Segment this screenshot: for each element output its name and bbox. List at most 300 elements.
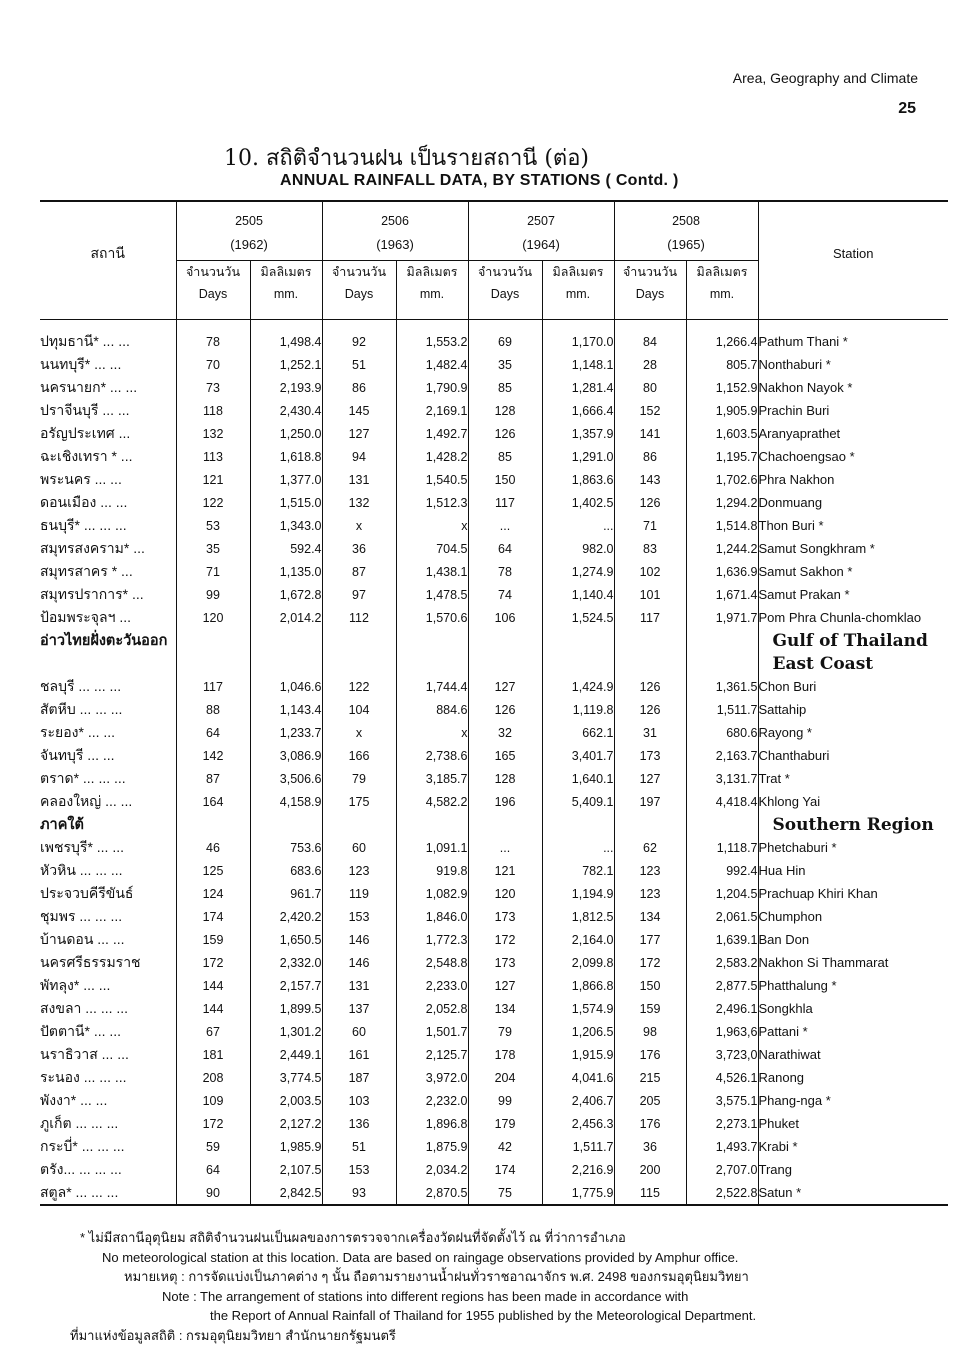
station-name-thai: ปัตตานี* ... ... (40, 1022, 122, 1039)
rain-days-cell: 51 (322, 353, 396, 376)
table-row (40, 1181, 948, 1205)
rain-mm-cell: x (396, 514, 468, 537)
rain-days-cell: 86 (322, 376, 396, 399)
station-name-thai: สตูล* ... ... ... (40, 1181, 176, 1205)
station-name-english: Narathiwat (758, 1043, 948, 1066)
mm-thai-header: มิลลิเมตร (542, 261, 614, 284)
mm-english-header: mm. (250, 283, 322, 305)
rain-days-cell: 153 (322, 1158, 396, 1181)
rain-days-cell: 119 (322, 882, 396, 905)
footnote-english: No meteorological station at this location. Data are based on raingage observations provided by Amphur office. (102, 1249, 739, 1265)
table-row (40, 744, 948, 767)
rain-mm-cell: 1,250.0 (250, 422, 322, 445)
rain-mm-cell: 1,294.2 (686, 491, 758, 514)
rain-days-cell: 64 (176, 721, 250, 744)
rain-mm-cell: 3,575.1 (686, 1089, 758, 1112)
station-name-thai: สัตหีบ ... ... ... (40, 700, 123, 717)
rain-mm-cell: 1,636.9 (686, 560, 758, 583)
station-name-thai: บ้านดอน ... ... (40, 930, 125, 947)
station-name-thai: พัทลุง* ... ... (40, 976, 111, 993)
page-title-thai: 10. สถิติจำนวนฝน เป็นรายสถานี (ต่อ) (224, 146, 589, 171)
table-row (40, 376, 948, 399)
rain-days-cell: 28 (614, 353, 686, 376)
rain-mm-cell: 1,498.4 (250, 330, 322, 353)
days-english-header: Days (468, 283, 542, 305)
rain-days-cell: 128 (468, 767, 542, 790)
rain-days-cell: 94 (322, 445, 396, 468)
rain-mm-cell: 1,866.8 (542, 974, 614, 997)
rain-mm-cell: 1,512.3 (396, 491, 468, 514)
rain-days-cell: 146 (322, 951, 396, 974)
station-name-thai: กระบี่* ... ... ... (40, 1137, 125, 1154)
table-row (40, 445, 948, 468)
rain-days-cell: 71 (176, 560, 250, 583)
rain-days-cell: 179 (468, 1112, 542, 1135)
station-name-thai: สมุทรสาคร * ... (40, 562, 133, 579)
rain-days-cell: 42 (468, 1135, 542, 1158)
table-body (40, 330, 948, 1205)
year-be-header: 2505 (176, 201, 322, 228)
rain-mm-cell: 1,639.1 (686, 928, 758, 951)
rain-days-cell: 121 (468, 859, 542, 882)
table-row (40, 1158, 948, 1181)
table-row (40, 675, 948, 698)
days-thai-header: จำนวนวัน (322, 261, 396, 284)
station-name-english: Samut Sakhon * (758, 560, 948, 583)
table-row (40, 905, 948, 928)
rain-days-cell: 117 (176, 675, 250, 698)
rain-days-cell: 106 (468, 606, 542, 629)
rain-days-cell: 200 (614, 1158, 686, 1181)
rain-days-cell: x (322, 721, 396, 744)
rain-mm-cell: 1,438.1 (396, 560, 468, 583)
station-name-thai: ระนอง ... ... ... (40, 1068, 127, 1085)
rain-mm-cell: x (396, 721, 468, 744)
rain-days-cell: 150 (468, 468, 542, 491)
table-row (40, 422, 948, 445)
rain-mm-cell: 1,618.8 (250, 445, 322, 468)
rain-days-cell: 103 (322, 1089, 396, 1112)
rain-mm-cell: 1,428.2 (396, 445, 468, 468)
rain-days-cell: 159 (614, 997, 686, 1020)
rain-mm-cell: 4,582.2 (396, 790, 468, 813)
rain-mm-cell: 3,972.0 (396, 1066, 468, 1089)
rain-days-cell: 204 (468, 1066, 542, 1089)
rain-mm-cell: 1,875.9 (396, 1135, 468, 1158)
rain-mm-cell: 1,195.7 (686, 445, 758, 468)
station-name-english: Nakhon Nayok * (758, 376, 948, 399)
rain-mm-cell: 2,163.7 (686, 744, 758, 767)
station-name-english: Rayong * (758, 721, 948, 744)
rain-mm-cell: 1,790.9 (396, 376, 468, 399)
rain-days-cell: 78 (468, 560, 542, 583)
rain-days-cell: 75 (468, 1181, 542, 1205)
station-name-thai: คลองใหญ่ ... ... (40, 792, 133, 809)
rain-mm-cell: 2,406.7 (542, 1089, 614, 1112)
rain-days-cell: 165 (468, 744, 542, 767)
rain-days-cell: 127 (468, 974, 542, 997)
rain-mm-cell: 1,514.8 (686, 514, 758, 537)
rain-mm-cell: 3,086.9 (250, 744, 322, 767)
rain-mm-cell: 2,449.1 (250, 1043, 322, 1066)
rain-mm-cell: 805.7 (686, 353, 758, 376)
rain-mm-cell: 2,420.2 (250, 905, 322, 928)
rain-mm-cell: 1,357.9 (542, 422, 614, 445)
rain-days-cell: 173 (614, 744, 686, 767)
rain-mm-cell: 4,158.9 (250, 790, 322, 813)
rain-mm-cell: 753.6 (250, 836, 322, 859)
rain-mm-cell: 2,193.9 (250, 376, 322, 399)
rain-days-cell: 144 (176, 974, 250, 997)
table-row (40, 1066, 948, 1089)
rain-mm-cell: 2,273.1 (686, 1112, 758, 1135)
rain-days-cell: 64 (468, 537, 542, 560)
rain-days-cell: 92 (322, 330, 396, 353)
rain-days-cell: 161 (322, 1043, 396, 1066)
rain-days-cell: 32 (468, 721, 542, 744)
region-name-english: Southern Region (758, 813, 948, 836)
table-row (40, 951, 948, 974)
rain-days-cell: 205 (614, 1089, 686, 1112)
rain-mm-cell: 1,233.7 (250, 721, 322, 744)
station-name-thai: หัวหิน ... ... ... (40, 861, 123, 878)
station-name-english: Hua Hin (758, 859, 948, 882)
rain-days-cell: 124 (176, 882, 250, 905)
rain-days-cell: 153 (322, 905, 396, 928)
rain-mm-cell: 1,135.0 (250, 560, 322, 583)
rain-mm-cell: 2,430.4 (250, 399, 322, 422)
rain-mm-cell: 2,052.8 (396, 997, 468, 1020)
table-row (40, 1020, 948, 1043)
rain-days-cell: 159 (176, 928, 250, 951)
rain-days-cell: 120 (468, 882, 542, 905)
station-name-english: Krabi * (758, 1135, 948, 1158)
rain-mm-cell: 1,812.5 (542, 905, 614, 928)
station-name-thai: นครศรีธรรมราช (40, 953, 141, 970)
rain-days-cell: 177 (614, 928, 686, 951)
table-row (40, 399, 948, 422)
rain-days-cell: 174 (176, 905, 250, 928)
station-name-english: Prachin Buri (758, 399, 948, 422)
rain-days-cell: 71 (614, 514, 686, 537)
rain-mm-cell: 592.4 (250, 537, 322, 560)
rain-days-cell: 142 (176, 744, 250, 767)
rain-days-cell: 88 (176, 698, 250, 721)
rain-mm-cell: 2,738.6 (396, 744, 468, 767)
mm-english-header: mm. (542, 283, 614, 305)
station-english-header: Station (758, 201, 948, 305)
rain-days-cell: 53 (176, 514, 250, 537)
station-name-english: Trat * (758, 767, 948, 790)
table-row (40, 1089, 948, 1112)
station-name-english: Samut Songkhram * (758, 537, 948, 560)
mm-thai-header: มิลลิเมตร (686, 261, 758, 284)
rain-mm-cell: 1,143.4 (250, 698, 322, 721)
table-row (40, 560, 948, 583)
rain-mm-cell: 3,131.7 (686, 767, 758, 790)
rain-mm-cell: 683.6 (250, 859, 322, 882)
station-name-thai: ชลบุรี ... ... ... (40, 677, 122, 694)
region-name-thai: ภาคใต้ (40, 817, 84, 833)
region-name-english: Gulf of Thailand (758, 629, 948, 652)
rain-mm-cell: 919.8 (396, 859, 468, 882)
year-be-header: 2507 (468, 201, 614, 228)
year-be-header: 2506 (322, 201, 468, 228)
rain-mm-cell: 2,125.7 (396, 1043, 468, 1066)
rain-days-cell: 70 (176, 353, 250, 376)
rain-mm-cell: 1,846.0 (396, 905, 468, 928)
year-ce-header: (1963) (322, 228, 468, 261)
rain-mm-cell: 982.0 (542, 537, 614, 560)
rain-days-cell: 164 (176, 790, 250, 813)
rain-days-cell: 51 (322, 1135, 396, 1158)
station-name-english: Satun * (758, 1181, 948, 1205)
rain-days-cell: 132 (176, 422, 250, 445)
rain-days-cell: ... (468, 514, 542, 537)
station-name-english: Pathum Thani * (758, 330, 948, 353)
rain-mm-cell: 3,185.7 (396, 767, 468, 790)
station-name-english: Thon Buri * (758, 514, 948, 537)
rain-days-cell: 78 (176, 330, 250, 353)
rain-mm-cell: 1,971.7 (686, 606, 758, 629)
rain-days-cell: 117 (468, 491, 542, 514)
days-thai-header: จำนวนวัน (176, 261, 250, 284)
station-name-thai: ปทุมธานี* ... ... (40, 332, 130, 349)
rain-mm-cell: 1,570.6 (396, 606, 468, 629)
page-number: 25 (898, 100, 916, 117)
station-name-thai: จันทบุรี ... ... (40, 746, 115, 763)
rain-mm-cell: 1,863.6 (542, 468, 614, 491)
table-row (40, 583, 948, 606)
rainfall-table (40, 200, 948, 1206)
rain-days-cell: 141 (614, 422, 686, 445)
rain-days-cell: 176 (614, 1043, 686, 1066)
rain-days-cell: 35 (468, 353, 542, 376)
running-title: Area, Geography and Climate (732, 70, 918, 86)
table-row (40, 698, 948, 721)
rain-days-cell: 143 (614, 468, 686, 491)
station-name-english: Phuket (758, 1112, 948, 1135)
table-row (40, 836, 948, 859)
station-name-english: Nonthaburi * (758, 353, 948, 376)
rain-days-cell: 80 (614, 376, 686, 399)
rain-days-cell: 126 (614, 491, 686, 514)
rain-days-cell: 131 (322, 468, 396, 491)
rain-days-cell: 134 (614, 905, 686, 928)
rain-days-cell: 122 (322, 675, 396, 698)
rain-days-cell: 197 (614, 790, 686, 813)
data-source: ที่มาแห่งข้อมูลสถิติ : กรมอุตุนิยมวิทยา สำนักนายกรัฐมนตรี (70, 1327, 396, 1343)
rain-days-cell: 137 (322, 997, 396, 1020)
region-name-english: East Coast (758, 652, 948, 675)
mm-english-header: mm. (686, 283, 758, 305)
table-row (40, 1112, 948, 1135)
rain-mm-cell: 2,707.0 (686, 1158, 758, 1181)
station-name-english: Nakhon Si Thammarat (758, 951, 948, 974)
rain-days-cell: 127 (468, 675, 542, 698)
rain-days-cell: 118 (176, 399, 250, 422)
station-name-english: Prachuap Khiri Khan (758, 882, 948, 905)
rain-days-cell: 178 (468, 1043, 542, 1066)
rain-mm-cell: 662.1 (542, 721, 614, 744)
station-name-english: Chumphon (758, 905, 948, 928)
table-row (40, 974, 948, 997)
rain-mm-cell: 1,244.2 (686, 537, 758, 560)
rain-days-cell: 123 (614, 882, 686, 905)
station-name-english: Phetchaburi * (758, 836, 948, 859)
station-name-english: Pattani * (758, 1020, 948, 1043)
rain-days-cell: 93 (322, 1181, 396, 1205)
rain-days-cell: 59 (176, 1135, 250, 1158)
station-name-thai: ตรัง... ... ... ... (40, 1160, 122, 1177)
rain-days-cell: 67 (176, 1020, 250, 1043)
rain-mm-cell: 1,702.6 (686, 468, 758, 491)
rain-mm-cell: 1,492.7 (396, 422, 468, 445)
rain-mm-cell: 1,301.2 (250, 1020, 322, 1043)
rain-mm-cell: 782.1 (542, 859, 614, 882)
station-name-thai: พระนคร ... ... (40, 470, 122, 487)
station-name-english: Chanthaburi (758, 744, 948, 767)
rain-mm-cell: 1,511.7 (542, 1135, 614, 1158)
rain-days-cell: 90 (176, 1181, 250, 1205)
rain-days-cell: 208 (176, 1066, 250, 1089)
rain-mm-cell: 1,377.0 (250, 468, 322, 491)
rain-mm-cell: 1,091.1 (396, 836, 468, 859)
rain-mm-cell: 5,409.1 (542, 790, 614, 813)
table-row (40, 928, 948, 951)
rain-mm-cell: 1,266.4 (686, 330, 758, 353)
rain-mm-cell: 1,772.3 (396, 928, 468, 951)
rain-mm-cell: 3,723,0 (686, 1043, 758, 1066)
station-name-thai: นครนายก* ... ... (40, 378, 138, 395)
table-row (40, 790, 948, 813)
station-name-english: Pom Phra Chunla-chomklao (758, 606, 948, 629)
rain-days-cell: 136 (322, 1112, 396, 1135)
rain-mm-cell: 1,963,6 (686, 1020, 758, 1043)
rain-mm-cell: 1,493.7 (686, 1135, 758, 1158)
rain-mm-cell: 1,540.5 (396, 468, 468, 491)
rain-days-cell: 176 (614, 1112, 686, 1135)
rain-days-cell: 46 (176, 836, 250, 859)
table-row (40, 491, 948, 514)
rain-mm-cell: 992.4 (686, 859, 758, 882)
rain-mm-cell: 2,842.5 (250, 1181, 322, 1205)
rain-days-cell: 112 (322, 606, 396, 629)
station-name-english: Chon Buri (758, 675, 948, 698)
station-name-english: Samut Prakan * (758, 583, 948, 606)
rain-mm-cell: 1,574.9 (542, 997, 614, 1020)
remark-english-continued: the Report of Annual Rainfall of Thailand for 1955 published by the Meteorological Department. (210, 1308, 757, 1323)
table-row (40, 606, 948, 629)
rain-days-cell: 123 (614, 859, 686, 882)
rain-mm-cell: 1,603.5 (686, 422, 758, 445)
rain-days-cell: 117 (614, 606, 686, 629)
station-name-thai: ธนบุรี* ... ... ... (40, 516, 127, 533)
rain-mm-cell: 2,548.8 (396, 951, 468, 974)
table-row (40, 330, 948, 353)
rain-mm-cell: 1,281.4 (542, 376, 614, 399)
rain-days-cell: 83 (614, 537, 686, 560)
rain-days-cell: 173 (468, 905, 542, 928)
rain-mm-cell: 2,164.0 (542, 928, 614, 951)
table-row (40, 997, 948, 1020)
rain-mm-cell: ... (542, 514, 614, 537)
station-name-thai: ตราด* ... ... ... (40, 769, 126, 786)
rain-days-cell: 102 (614, 560, 686, 583)
rain-days-cell: 104 (322, 698, 396, 721)
rain-days-cell: 132 (322, 491, 396, 514)
region-name-thai: อ่าวไทยฝั่งตะวันออก (40, 633, 168, 649)
station-name-thai: ป้อมพระจุลฯ ... (40, 608, 131, 625)
table-row (40, 859, 948, 882)
days-english-header: Days (614, 283, 686, 305)
rain-mm-cell: 3,506.6 (250, 767, 322, 790)
table-row (40, 514, 948, 537)
table-row (40, 1135, 948, 1158)
table-row (40, 537, 948, 560)
rain-days-cell: 175 (322, 790, 396, 813)
rain-mm-cell: 2,870.5 (396, 1181, 468, 1205)
rain-mm-cell: 1,194.9 (542, 882, 614, 905)
station-name-thai: พังงา* ... ... (40, 1091, 108, 1108)
table-row (40, 767, 948, 790)
rain-days-cell: 64 (176, 1158, 250, 1181)
rain-days-cell: 123 (322, 859, 396, 882)
rain-days-cell: 98 (614, 1020, 686, 1043)
rain-mm-cell: 1,640.1 (542, 767, 614, 790)
station-name-thai: สมุทรสงคราม* ... (40, 539, 145, 556)
rain-days-cell: 120 (176, 606, 250, 629)
rain-mm-cell: 1,985.9 (250, 1135, 322, 1158)
rain-days-cell: 115 (614, 1181, 686, 1205)
rain-mm-cell: 1,291.0 (542, 445, 614, 468)
footnote-thai: * ไม่มีสถานีอุตุนิยม สถิติจำนวนฝนเป็นผลของการตรวจจากเครื่องวัดฝนที่จัดตั้งไว้ ณ ที่ว่าการอำเภอ (80, 1230, 626, 1245)
rain-days-cell: 79 (322, 767, 396, 790)
days-thai-header: จำนวนวัน (614, 261, 686, 284)
rain-days-cell: 87 (322, 560, 396, 583)
rain-days-cell: 126 (614, 675, 686, 698)
rain-days-cell: 36 (322, 537, 396, 560)
table-row (40, 721, 948, 744)
rain-days-cell: 152 (614, 399, 686, 422)
station-name-english: Phatthalung * (758, 974, 948, 997)
station-name-english: Khlong Yai (758, 790, 948, 813)
rain-days-cell: 146 (322, 928, 396, 951)
rain-mm-cell: 1,553.2 (396, 330, 468, 353)
rain-mm-cell: 1,899.5 (250, 997, 322, 1020)
rain-mm-cell: 1,524.5 (542, 606, 614, 629)
rain-mm-cell: 1,206.5 (542, 1020, 614, 1043)
rain-days-cell: 172 (468, 928, 542, 951)
year-ce-header: (1964) (468, 228, 614, 261)
year-ce-header: (1962) (176, 228, 322, 261)
days-thai-header: จำนวนวัน (468, 261, 542, 284)
rain-days-cell: 196 (468, 790, 542, 813)
rain-mm-cell: 1,672.8 (250, 583, 322, 606)
rain-days-cell: 122 (176, 491, 250, 514)
rain-days-cell: 173 (468, 951, 542, 974)
rain-mm-cell: 3,401.7 (542, 744, 614, 767)
station-name-english: Phra Nakhon (758, 468, 948, 491)
rain-mm-cell: 1,650.5 (250, 928, 322, 951)
station-name-thai: สมุทรปราการ* ... (40, 585, 144, 602)
station-name-thai: ดอนเมือง ... ... (40, 493, 128, 510)
rain-mm-cell: 1,671.4 (686, 583, 758, 606)
rain-mm-cell: 1,402.5 (542, 491, 614, 514)
rain-mm-cell: ... (542, 836, 614, 859)
rain-mm-cell: 2,496.1 (686, 997, 758, 1020)
rain-mm-cell: 2,877.5 (686, 974, 758, 997)
